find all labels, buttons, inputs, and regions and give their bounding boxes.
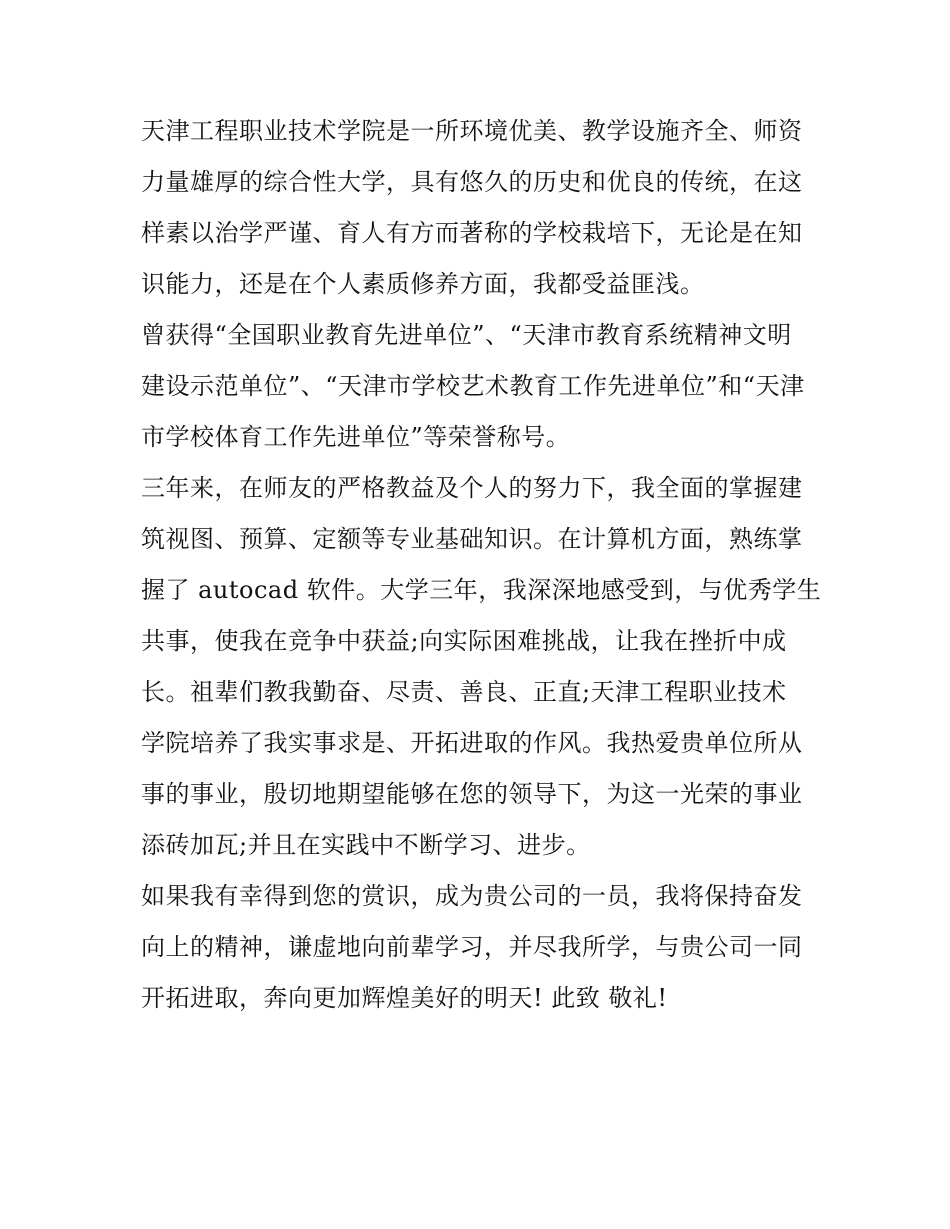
paragraph-honors	[141, 310, 813, 463]
paragraph-skills	[141, 463, 822, 871]
body-text	[141, 106, 822, 1024]
text-line: 事的事业，殷切地期望能够在您的领导下，为这一光荣的事业	[141, 780, 803, 808]
text-line: 力量雄厚的综合性大学，具有悠久的历史和优良的传统，在这	[141, 168, 803, 196]
text-line: 握了 autocad 软件。大学三年，我深深地感受到，与优秀学生	[141, 576, 822, 604]
text-line: 开拓进取，奔向更加辉煌美好的明天! 此致 敬礼!	[141, 984, 668, 1012]
text-line: 三年来，在师友的严格教益及个人的努力下，我全面的掌握建	[141, 474, 803, 502]
paragraph-school-intro	[141, 106, 813, 310]
text-line: 筑视图、预算、定额等专业基础知识。在计算机方面，熟练掌	[141, 525, 803, 553]
text-line: 学院培养了我实事求是、开拓进取的作风。我热爱贵单位所从	[141, 729, 803, 757]
text-line: 市学校体育工作先进单位”等荣誉称号。	[141, 423, 571, 451]
text-line: 如果我有幸得到您的赏识，成为贵公司的一员，我将保持奋发	[141, 882, 803, 910]
text-line: 长。祖辈们教我勤奋、尽责、善良、正直;天津工程职业技术	[141, 678, 787, 706]
text-line: 共事，使我在竞争中获益;向实际困难挑战，让我在挫折中成	[141, 627, 787, 655]
text-line: 向上的精神，谦虚地向前辈学习，并尽我所学，与贵公司一同	[141, 933, 803, 961]
paragraph-closing	[141, 871, 813, 1024]
text-line: 样素以治学严谨、育人有方而著称的学校栽培下，无论是在知	[141, 219, 803, 247]
text-line: 天津工程职业技术学院是一所环境优美、教学设施齐全、师资	[141, 117, 803, 145]
text-line: 建设示范单位”、“天津市学校艺术教育工作先进单位”和“天津	[141, 372, 805, 400]
text-line: 曾获得“全国职业教育先进单位”、“天津市教育系统精神文明	[141, 321, 792, 349]
text-line: 添砖加瓦;并且在实践中不断学习、进步。	[141, 831, 591, 859]
text-line: 识能力，还是在个人素质修养方面，我都受益匪浅。	[141, 270, 705, 298]
